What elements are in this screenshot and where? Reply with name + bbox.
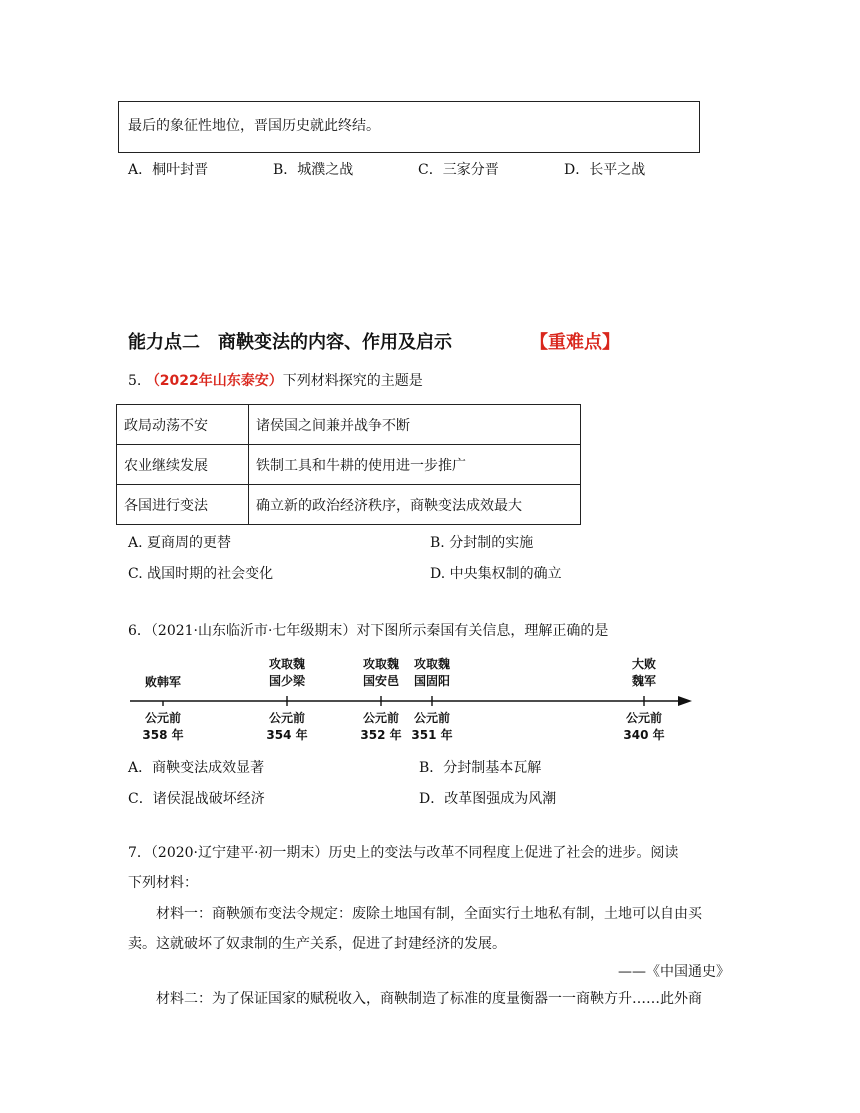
q7-material-2-line1: 材料二：为了保证国家的赋税收入，商鞅制造了标准的度量衡器一一商鞅方升……此外商 bbox=[156, 991, 702, 1007]
q5-option-a[interactable]: A. 夏商周的更替 bbox=[128, 535, 232, 551]
q5-option-d[interactable]: D. 中央集权制的确立 bbox=[430, 566, 562, 582]
timeline-event-4: 攻取魏 国固阳 bbox=[413, 657, 450, 688]
q6-option-a[interactable]: A．商鞅变法成效显著 bbox=[128, 760, 265, 776]
q5-text: 下列材料探究的主题是 bbox=[282, 373, 423, 389]
table-cell: 确立新的政治经济秩序，商鞅变法成效最大 bbox=[249, 485, 581, 525]
q7-stem-line1: 7．（2020·辽宁建平·初一期末）历史上的变法与改革不同程度上促进了社会的进步。阅读 bbox=[128, 845, 679, 861]
table-cell: 政局动荡不安 bbox=[117, 405, 249, 445]
q7-material-1 bbox=[128, 899, 748, 959]
prev-option-d[interactable]: D．长平之战 bbox=[564, 162, 646, 178]
table-cell: 铁制工具和牛耕的使用进一步推广 bbox=[249, 445, 581, 485]
section-tag: 【重难点】 bbox=[530, 332, 620, 353]
q6-stem: 6．（2021·山东临沂市·七年级期末）对下图所示秦国有关信息，理解正确的是 bbox=[128, 623, 609, 639]
q7-stem-line2: 下列材料： bbox=[128, 875, 198, 891]
table-cell: 农业继续发展 bbox=[117, 445, 249, 485]
timeline-event-2: 攻取魏 国少梁 bbox=[268, 657, 305, 688]
q5-table bbox=[116, 404, 581, 525]
prev-option-b[interactable]: B．城濮之战 bbox=[273, 162, 354, 178]
timeline-year-1: 公元前 358 年 bbox=[142, 711, 184, 742]
q5-stem bbox=[128, 370, 423, 390]
q7-material-1-source: ——《中国通史》 bbox=[618, 964, 730, 980]
timeline-year-5: 公元前 340 年 bbox=[623, 711, 665, 742]
q6-option-c[interactable]: C．诸侯混战破坏经济 bbox=[128, 791, 265, 807]
timeline-event-1: 败韩军 bbox=[144, 675, 181, 689]
timeline-year-2: 公元前 354 年 bbox=[266, 711, 308, 742]
section-heading bbox=[128, 328, 620, 354]
table-cell: 各国进行变法 bbox=[117, 485, 249, 525]
q5-option-c[interactable]: C. 战国时期的社会变化 bbox=[128, 566, 274, 582]
q7-material-2 bbox=[156, 984, 756, 1014]
q5-number: 5. bbox=[128, 373, 142, 389]
timeline-event-5: 大败 魏军 bbox=[631, 657, 656, 688]
table-row bbox=[117, 485, 581, 525]
section-title: 能力点二 商鞅变法的内容、作用及启示 bbox=[128, 332, 452, 353]
timeline-year-4: 公元前 351 年 bbox=[411, 711, 453, 742]
arrow-icon bbox=[678, 696, 692, 706]
q7-material-1-line1: 材料一：商鞅颁布变法令规定：废除土地国有制，全面实行土地私有制，土地可以自由买 bbox=[156, 906, 702, 922]
q7-material-1-line2: 卖。这就破坏了奴隶制的生产关系，促进了封建经济的发展。 bbox=[128, 936, 506, 952]
material-box bbox=[118, 101, 700, 153]
q5-source: （2022年山东泰安） bbox=[145, 373, 283, 389]
timeline-event-3: 攻取魏 国安邑 bbox=[362, 657, 399, 688]
timeline-year-3: 公元前 352 年 bbox=[360, 711, 402, 742]
material-box-text: 最后的象征性地位，晋国历史就此终结。 bbox=[128, 118, 380, 134]
q6-option-d[interactable]: D．改革图强成为风潮 bbox=[419, 791, 557, 807]
q6-option-b[interactable]: B．分封制基本瓦解 bbox=[419, 760, 542, 776]
table-row bbox=[117, 445, 581, 485]
q5-option-b[interactable]: B. 分封制的实施 bbox=[430, 535, 534, 551]
q7-stem bbox=[128, 838, 748, 898]
prev-option-c[interactable]: C．三家分晋 bbox=[418, 162, 499, 178]
table-row bbox=[117, 405, 581, 445]
table-cell: 诸侯国之间兼并战争不断 bbox=[249, 405, 581, 445]
prev-option-a[interactable]: A．桐叶封晋 bbox=[128, 162, 209, 178]
